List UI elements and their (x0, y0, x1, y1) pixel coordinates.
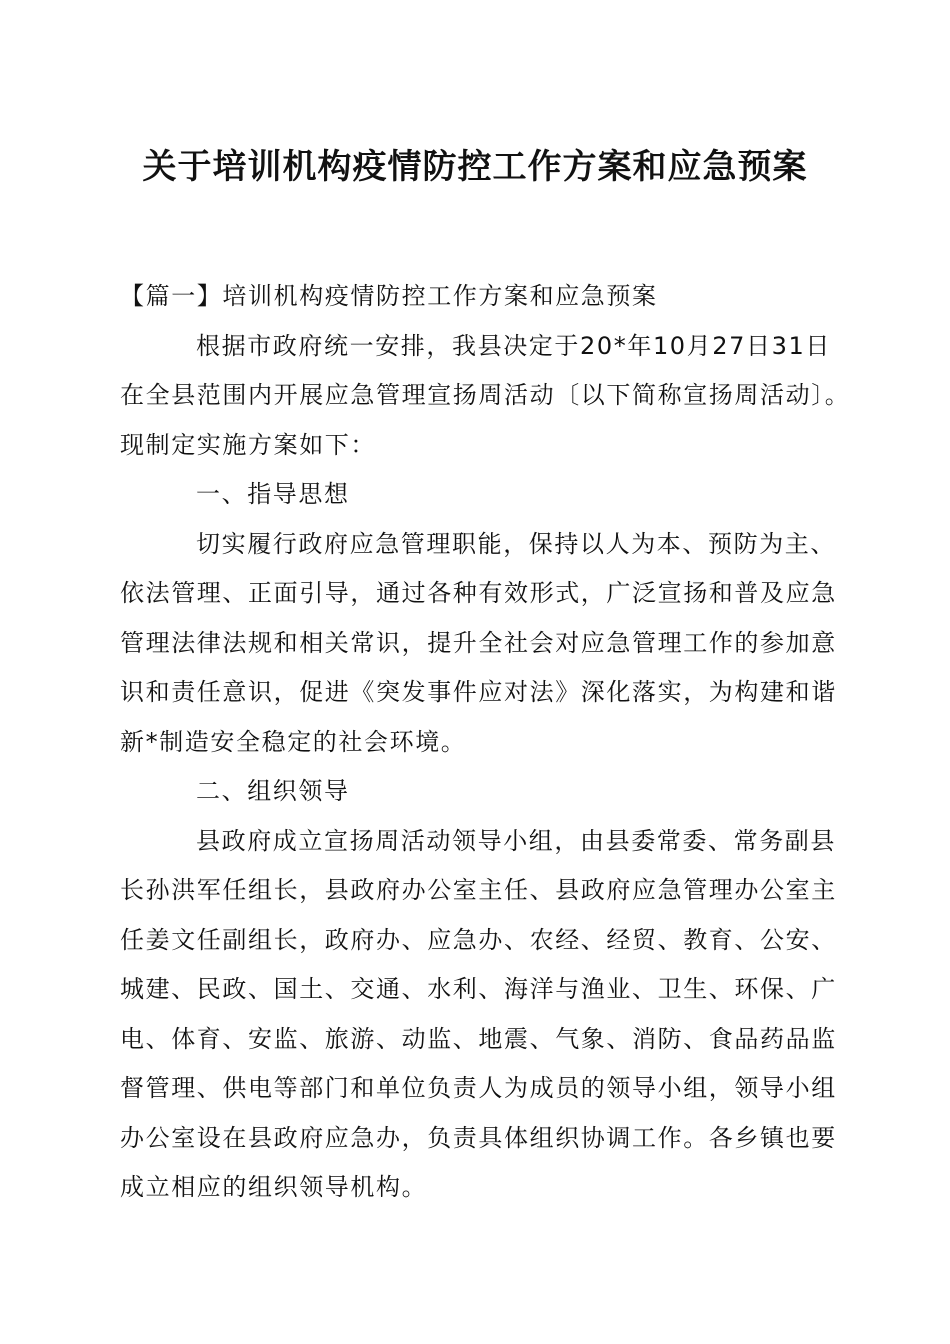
paragraph-line: 办公室设在县政府应急办，负责具体组织协调工作。各乡镇也要 (120, 1123, 837, 1152)
paragraph-line: 现制定实施方案如下： (120, 430, 376, 459)
paragraph-line: 在全县范围内开展应急管理宣扬周活动〔以下简称宣扬周活动〕。 (120, 381, 851, 409)
paragraph-line: 长孙洪军任组长，县政府办公室主任、县政府应急管理办公室主 (120, 876, 837, 904)
section-heading-line: 【篇一】培训机构疫情防控工作方案和应急预案 (120, 282, 658, 310)
paragraph-line: 城建、民政、国土、交通、水利、海洋与渔业、卫生、环保、广 (120, 975, 837, 1003)
paragraph-line: 管理法律法规和相关常识，提升全社会对应急管理工作的参加意 (120, 628, 837, 657)
paragraph-line: 根据市政府统一安排，我县决定于20*年10月27日31日 (196, 331, 831, 360)
document-title: 关于培训机构疫情防控工作方案和应急预案 (142, 147, 808, 187)
document-body (120, 272, 851, 1213)
paragraph-line: 切实履行政府应急管理职能，保持以人为本、预防为主、 (196, 529, 836, 558)
paragraph-line: 督管理、供电等部门和单位负责人为成员的领导小组，领导小组 (120, 1074, 837, 1102)
paragraph-line: 成立相应的组织领导机构。 (120, 1173, 428, 1201)
subheading-line: 二、组织领导 (196, 777, 350, 805)
subheading-line: 一、指导思想 (196, 480, 350, 508)
paragraph-line: 县政府成立宣扬周活动领导小组，由县委常委、常务副县 (196, 826, 836, 855)
paragraph-line: 任姜文任副组长，政府办、应急办、农经、经贸、教育、公安、 (120, 925, 837, 954)
paragraph-line: 电、体育、安监、旅游、动监、地震、气象、消防、食品药品监 (120, 1024, 837, 1053)
paragraph-line: 识和责任意识，促进《突发事件应对法》深化落实，为构建和谐 (120, 678, 837, 706)
paragraph-line: 新*制造安全稳定的社会环境。 (120, 727, 467, 756)
paragraph-line: 依法管理、正面引导，通过各种有效形式，广泛宣扬和普及应急 (120, 579, 837, 607)
